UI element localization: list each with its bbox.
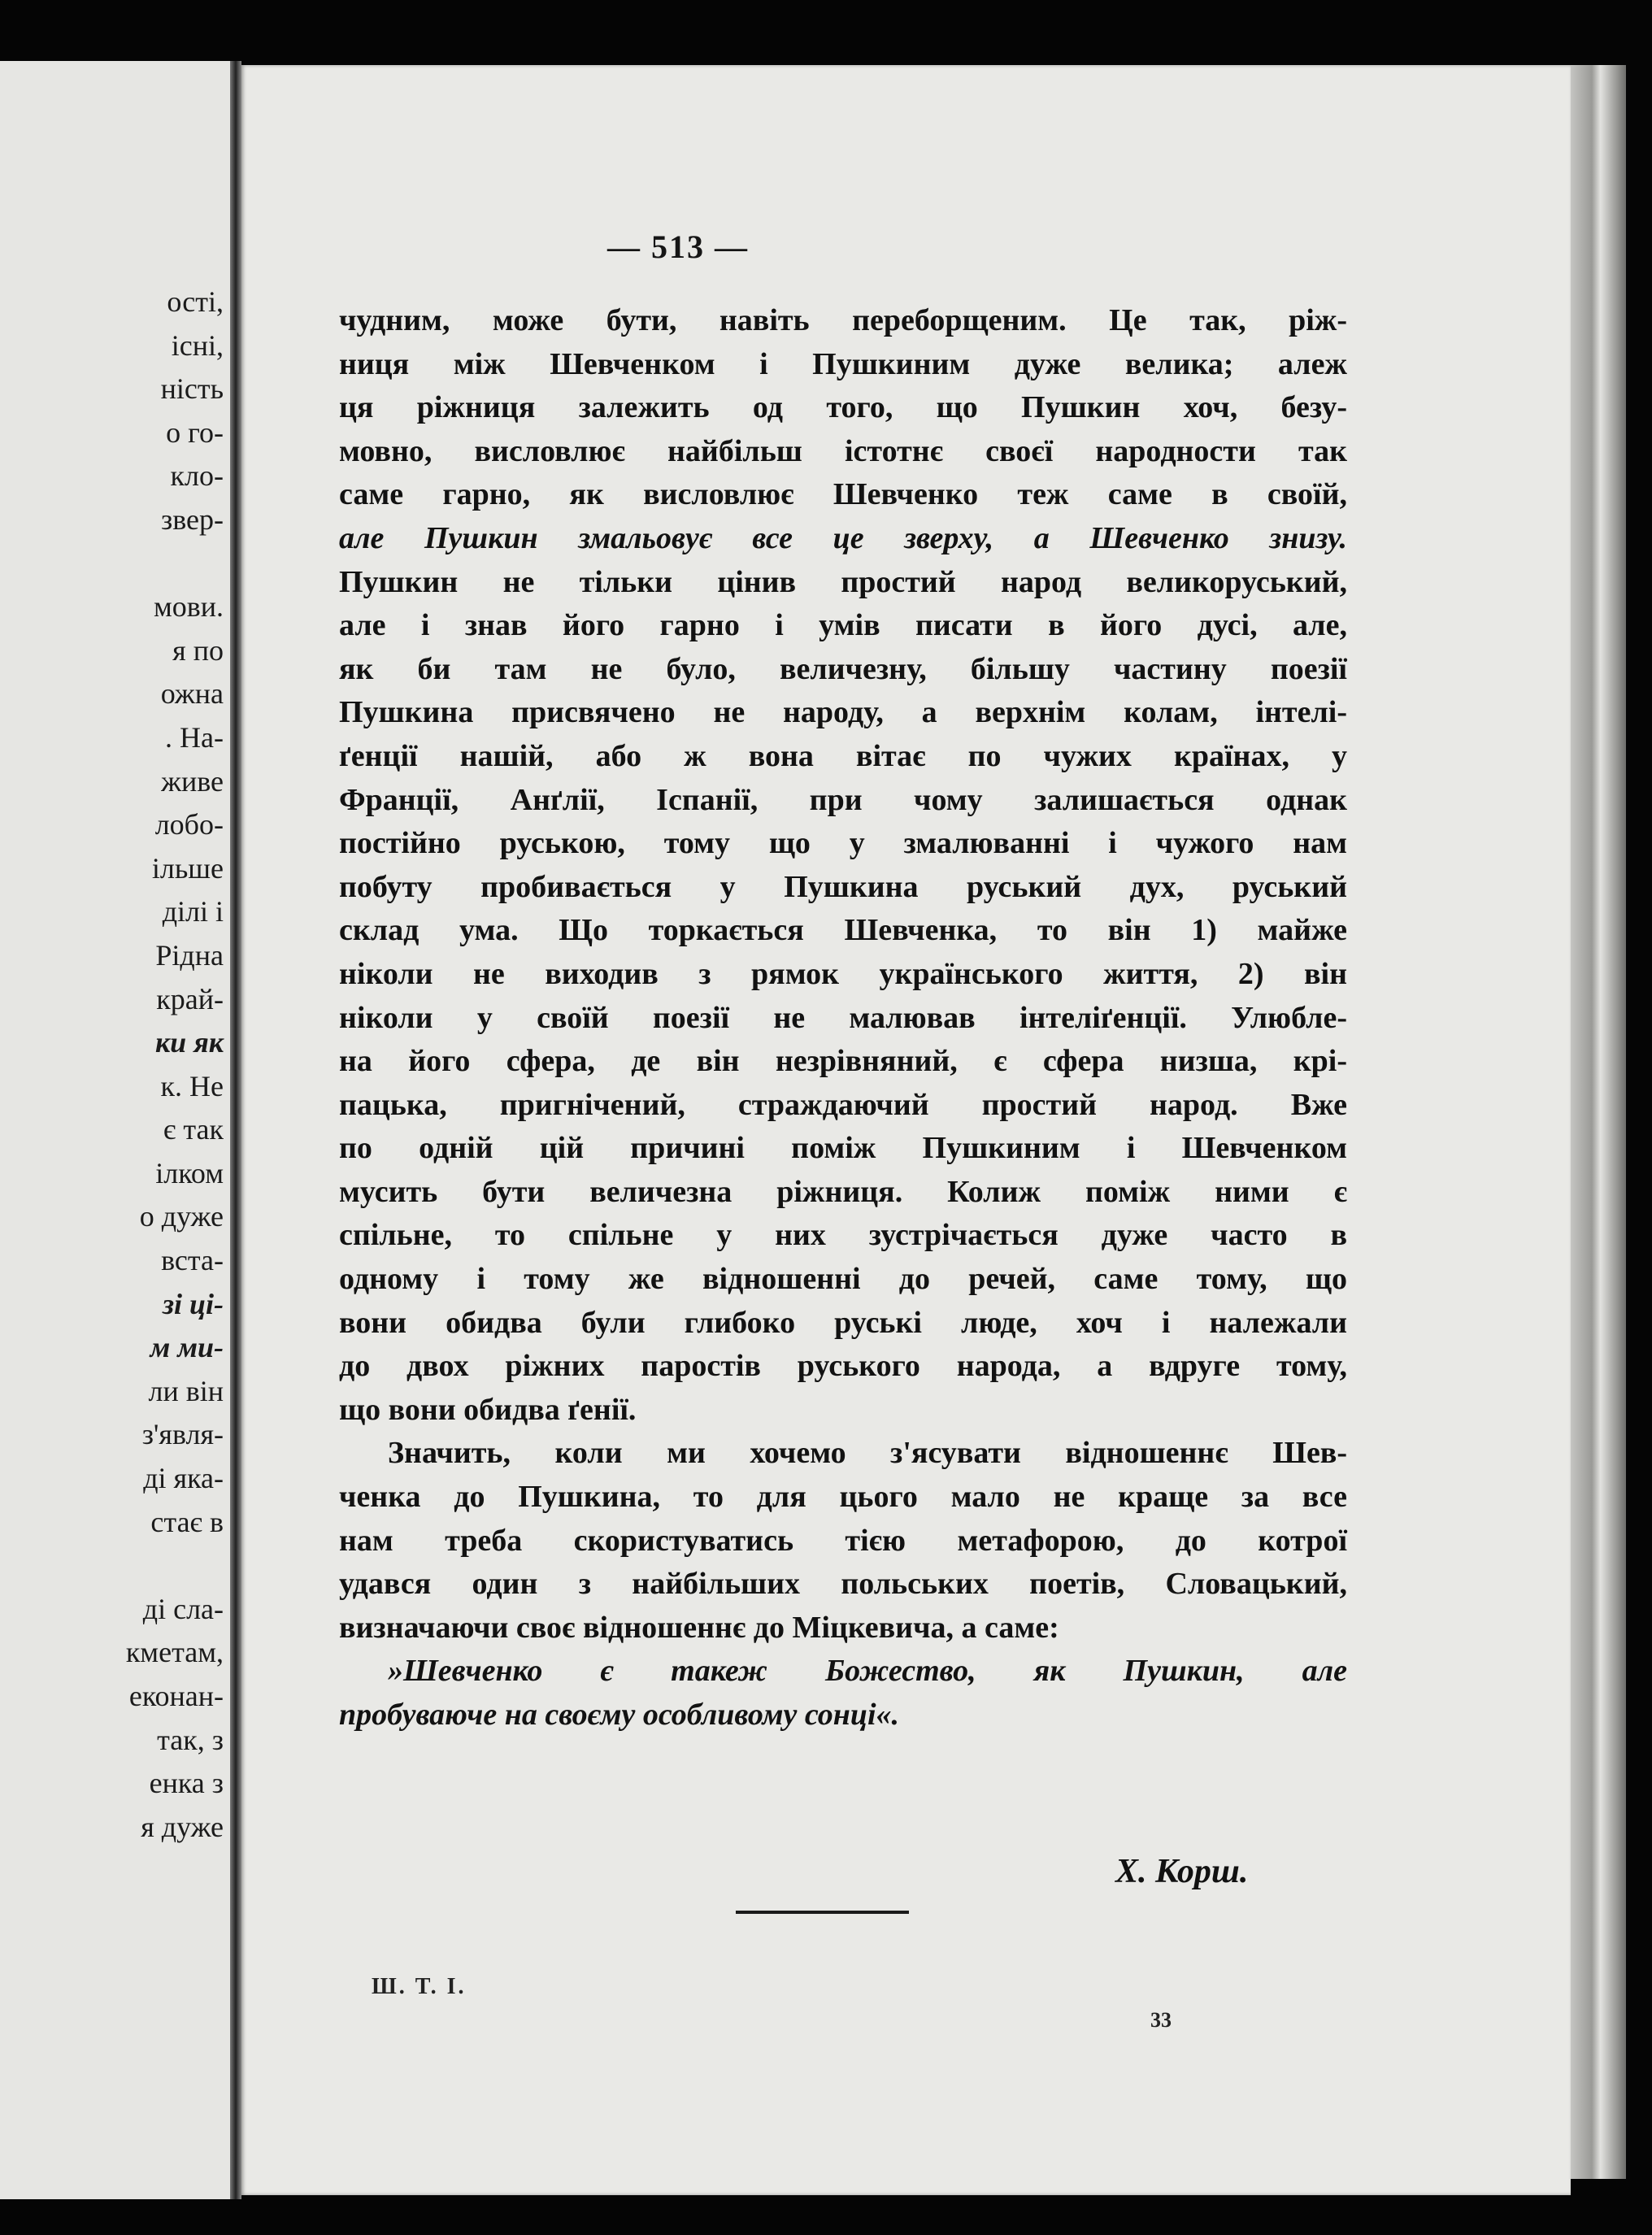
left-page-line: стає в [150, 1505, 224, 1538]
left-page-line: . На- [165, 720, 224, 754]
text-line: Франції, Анґлії, Іспанії, при чому залишається однак [339, 782, 1347, 817]
left-page-line: існі, [171, 328, 224, 362]
text-line: мовно, висловлює найбільш істотнє своєї народности так [339, 433, 1347, 468]
left-page-line: о го- [166, 415, 224, 449]
text-line: саме гарно, як висловлює Шевченко теж саме в своїй, [339, 477, 1347, 512]
text-line: але і знав його гарно і умів писати в його дусі, але, [339, 608, 1347, 643]
left-page-line: еконан- [128, 1680, 224, 1712]
text-line: на його сфера, де він незрівняний, є сфера низша, крі- [339, 1044, 1347, 1079]
text-line: »Шевченко є такеж Божество, як Пушкин, але [388, 1654, 1347, 1689]
left-page-line: я дуже [141, 1810, 224, 1843]
text-line: постійно руською, тому що у змалюванні і чужого нам [339, 826, 1347, 861]
left-page-line: лобо- [154, 808, 224, 841]
left-page-line: мови. [153, 590, 224, 624]
left-page-line: кметам, [125, 1636, 224, 1669]
book-gutter [230, 61, 241, 2199]
left-page-line: ділі і [162, 895, 224, 928]
end-rule [736, 1911, 909, 1914]
author-signature: Х. Корш. [1115, 1853, 1249, 1890]
text-line: але Пушкин змальовує все це зверху, а Шевченко знизу. [339, 520, 1347, 555]
left-page-line: звер- [161, 502, 224, 536]
body-text [339, 299, 1347, 1737]
text-line: до двох ріжних паростів руського народа, а вдруге тому, [339, 1349, 1347, 1384]
text-line: ніколи не виходив з рямок українського життя, 2) він [339, 956, 1347, 991]
text-line: удався один з найбільших польських поетів, Словацький, [339, 1567, 1347, 1602]
page-number: — 513 — [607, 228, 749, 265]
left-page-line: к. Не [160, 1069, 224, 1102]
text-line: одному і тому же відношенні до речей, саме тому, що [339, 1262, 1347, 1297]
text-line: ченка до Пушкина, то для цього мало не краще за все [339, 1480, 1347, 1515]
text-line: Пушкина присвячено не народу, а верхнім колам, інтелі- [339, 695, 1347, 730]
text-line: ніколи у своїй поезії не малював інтеліґенції. Улюбле- [339, 1000, 1347, 1035]
left-page-line: кло- [170, 459, 224, 493]
text-line: нам треба скористуватись тією метафорою, до котрої [339, 1523, 1347, 1558]
left-page-line: ожна [160, 677, 224, 711]
left-page-line: ли він [148, 1374, 224, 1407]
left-page-line: ілком [155, 1156, 224, 1189]
text-line: як би там не було, величезну, більшу частину поезії [339, 651, 1347, 686]
sheet-number: 33 [1150, 2008, 1172, 2032]
left-page-line [0, 542, 230, 586]
text-line: по одній цій причині поміж Пушкиним і Шевченком [339, 1131, 1347, 1166]
left-page-line: м ми- [150, 1331, 224, 1364]
left-page-line: зі ці- [162, 1287, 224, 1320]
text-line: склад ума. Що торкається Шевченка, то він 1) майже [339, 913, 1347, 948]
right-page [241, 65, 1571, 2195]
page-edges [1569, 65, 1626, 2179]
left-page-line: я по [172, 633, 224, 667]
text-line: пацька, пригнічений, страждаючий простий народ. Вже [339, 1087, 1347, 1122]
text-line: мусить бути величезна ріжниця. Колиж поміж ними є [339, 1174, 1347, 1209]
left-page-line: ді сла- [142, 1592, 224, 1625]
left-page-line: енка з [149, 1767, 224, 1800]
text-line: ця ріжниця залежить од того, що Пушкин хоч, безу- [339, 390, 1347, 425]
text-line: чудним, може бути, навіть переборщеним. Це так, ріж- [339, 303, 1347, 337]
text-line: вони обидва були глибоко руські люде, хоч і належали [339, 1305, 1347, 1340]
text-line: визначаючи своє відношеннє до Міцкевича, а саме: [339, 1610, 1059, 1645]
text-line: Пушкин не тільки цінив простий народ великоруський, [339, 564, 1347, 599]
text-line: побуту пробивається у Пушкина руський дух, руський [339, 869, 1347, 904]
left-page-line: так, з [157, 1723, 224, 1756]
left-page-line: ність [160, 372, 224, 406]
left-page-line: Рідна [155, 938, 224, 972]
left-page-line [0, 1544, 230, 1588]
signature-mark: Ш. Т. I. [372, 1974, 467, 1999]
text-line: пробуваюче на своєму особливому сонці«. [339, 1698, 900, 1732]
left-page-line: з'явля- [141, 1418, 224, 1451]
left-page [0, 61, 230, 2199]
left-page-line: ді яка- [143, 1462, 224, 1495]
left-page-line: ки як [154, 1026, 224, 1059]
text-line: спільне, то спільне у них зустрічається дуже часто в [339, 1218, 1347, 1253]
left-page-line: ільше [151, 851, 224, 885]
left-page-line: ості, [167, 285, 224, 318]
text-line: ниця між Шевченком і Пушкиним дуже велика; алеж [339, 346, 1347, 381]
left-page-line: край- [156, 982, 224, 1015]
left-page-line: є так [163, 1113, 224, 1146]
text-line: що вони обидва ґенії. [339, 1392, 637, 1427]
left-page-line: живе [161, 764, 224, 798]
text-line: ґенції нашій, або ж вона вітає по чужих країнах, у [339, 738, 1347, 773]
left-page-line: вста- [161, 1244, 224, 1277]
text-line: Значить, коли ми хочемо з'ясувати відношеннє Шев- [388, 1436, 1347, 1471]
left-page-line: о дуже [139, 1200, 224, 1233]
left-page-text [0, 280, 230, 1849]
